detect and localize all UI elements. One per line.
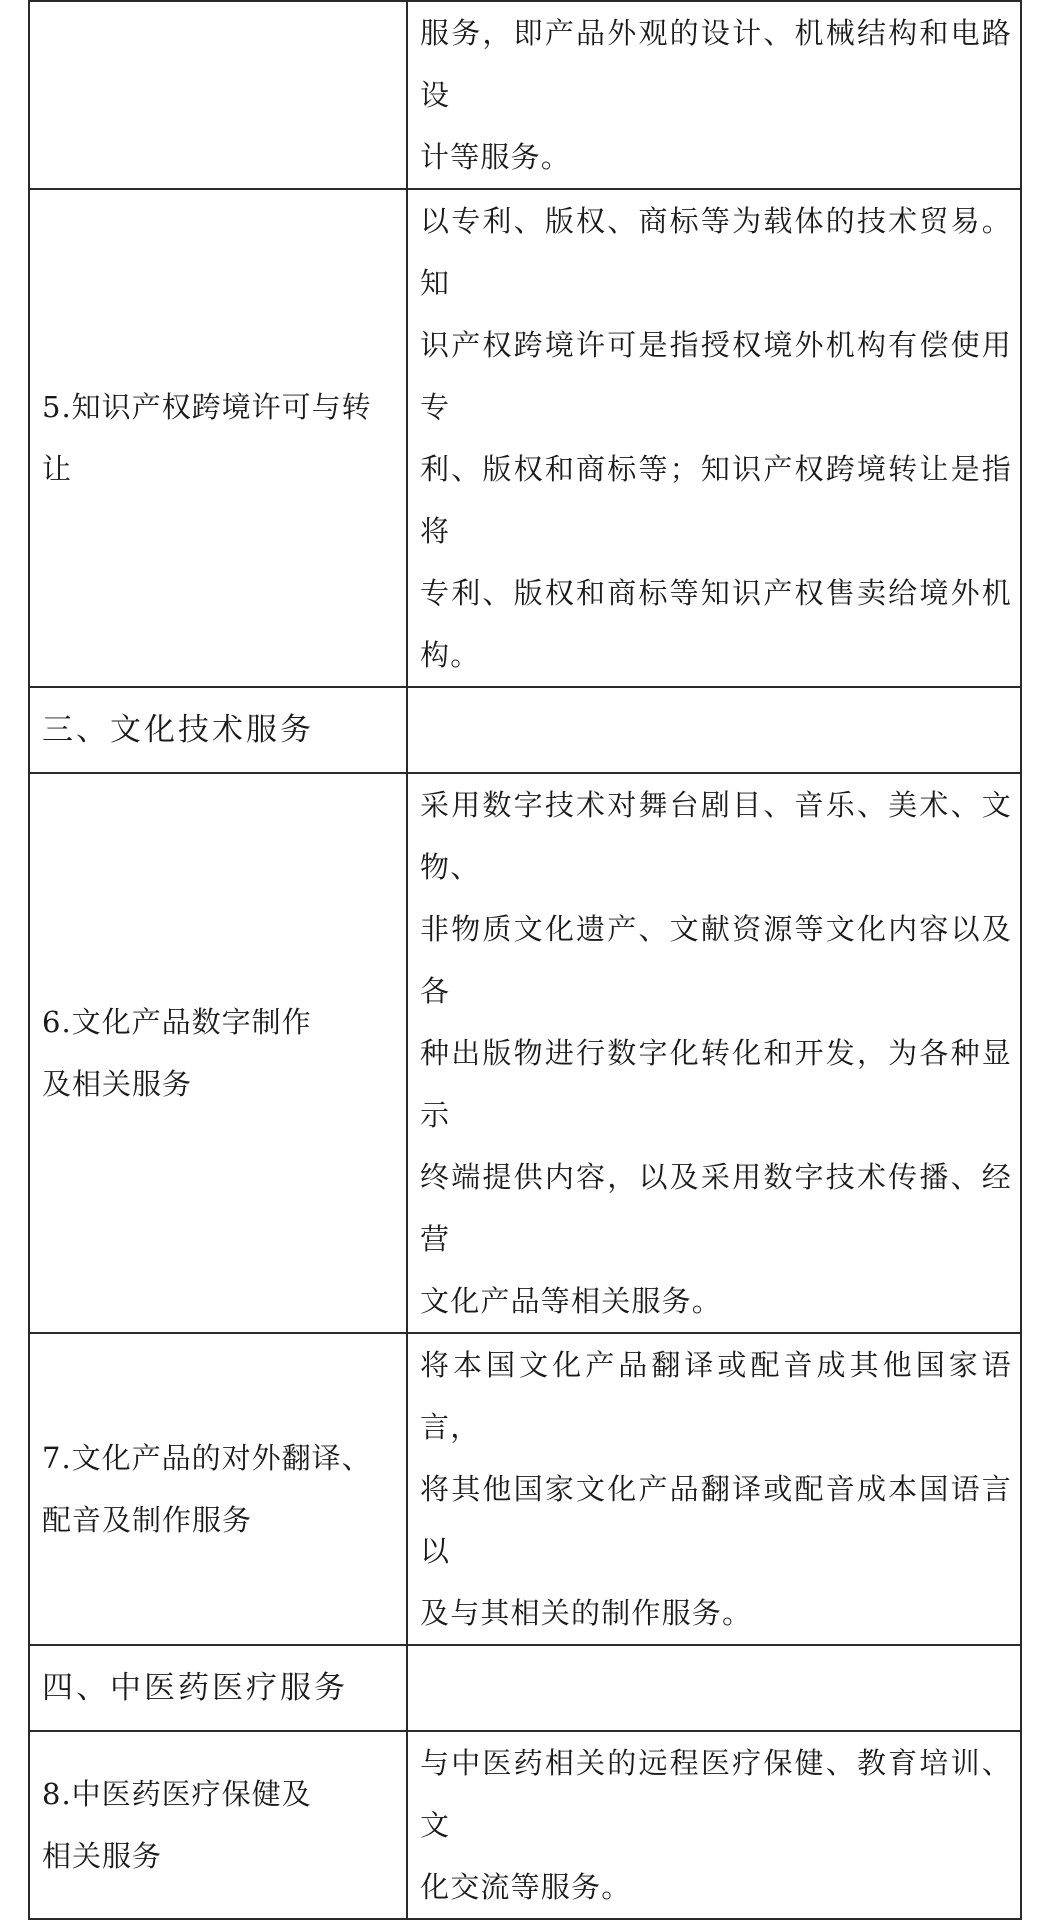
item-name: 7.文化产品的对外翻译、 配音及制作服务 — [42, 1441, 372, 1537]
service-catalog-table — [28, 0, 1022, 1920]
item-cell — [29, 1731, 407, 1919]
item-description: 与中医药相关的远程医疗保健、教育培训、文 化交流等服务。 — [420, 1746, 1012, 1904]
section-heading-cell — [29, 687, 407, 773]
table-row — [29, 189, 1021, 687]
item-name: 6.文化产品数字制作 及相关服务 — [42, 1005, 312, 1101]
description-cell — [407, 1, 1021, 189]
description-cell — [407, 687, 1021, 773]
table-row — [29, 1, 1021, 189]
item-description: 以专利、版权、商标等为载体的技术贸易。知 识产权跨境许可是指授权境外机构有偿使用专 利、版权和商标等；知识产权跨境转让是指将 专利、版权和商标等知识产权售卖给境外机构。 — [420, 204, 1012, 672]
item-description: 采用数字技术对舞台剧目、音乐、美术、文物、 非物质文化遗产、文献资源等文化内容以及各 种出版物进行数字化转化和开发，为各种显示 终端提供内容，以及采用数字技术传播、经营 文化产品等相关服务。 — [420, 788, 1012, 1318]
table-row — [29, 687, 1021, 773]
table-row — [29, 1645, 1021, 1731]
description-cell — [407, 1333, 1021, 1645]
description-cell — [407, 1731, 1021, 1919]
item-cell — [29, 773, 407, 1333]
table-row — [29, 1731, 1021, 1919]
item-cell — [29, 189, 407, 687]
item-cell — [29, 1333, 407, 1645]
item-name: 5.知识产权跨境许可与转 让 — [42, 390, 372, 486]
section-heading: 四、中医药医疗服务 — [42, 1670, 348, 1706]
table-row — [29, 773, 1021, 1333]
section-heading: 三、文化技术服务 — [42, 712, 314, 748]
description-cell — [407, 189, 1021, 687]
item-name: 8.中医药医疗保健及 相关服务 — [42, 1777, 312, 1873]
item-description: 服务，即产品外观的设计、机械结构和电路设 计等服务。 — [420, 16, 1012, 174]
section-heading-cell — [29, 1645, 407, 1731]
description-cell — [407, 773, 1021, 1333]
table-row — [29, 1333, 1021, 1645]
item-description: 将本国文化产品翻译或配音成其他国家语言， 将其他国家文化产品翻译或配音成本国语言以 及与其相关的制作服务。 — [420, 1348, 1012, 1630]
description-cell — [407, 1645, 1021, 1731]
item-cell — [29, 1, 407, 189]
